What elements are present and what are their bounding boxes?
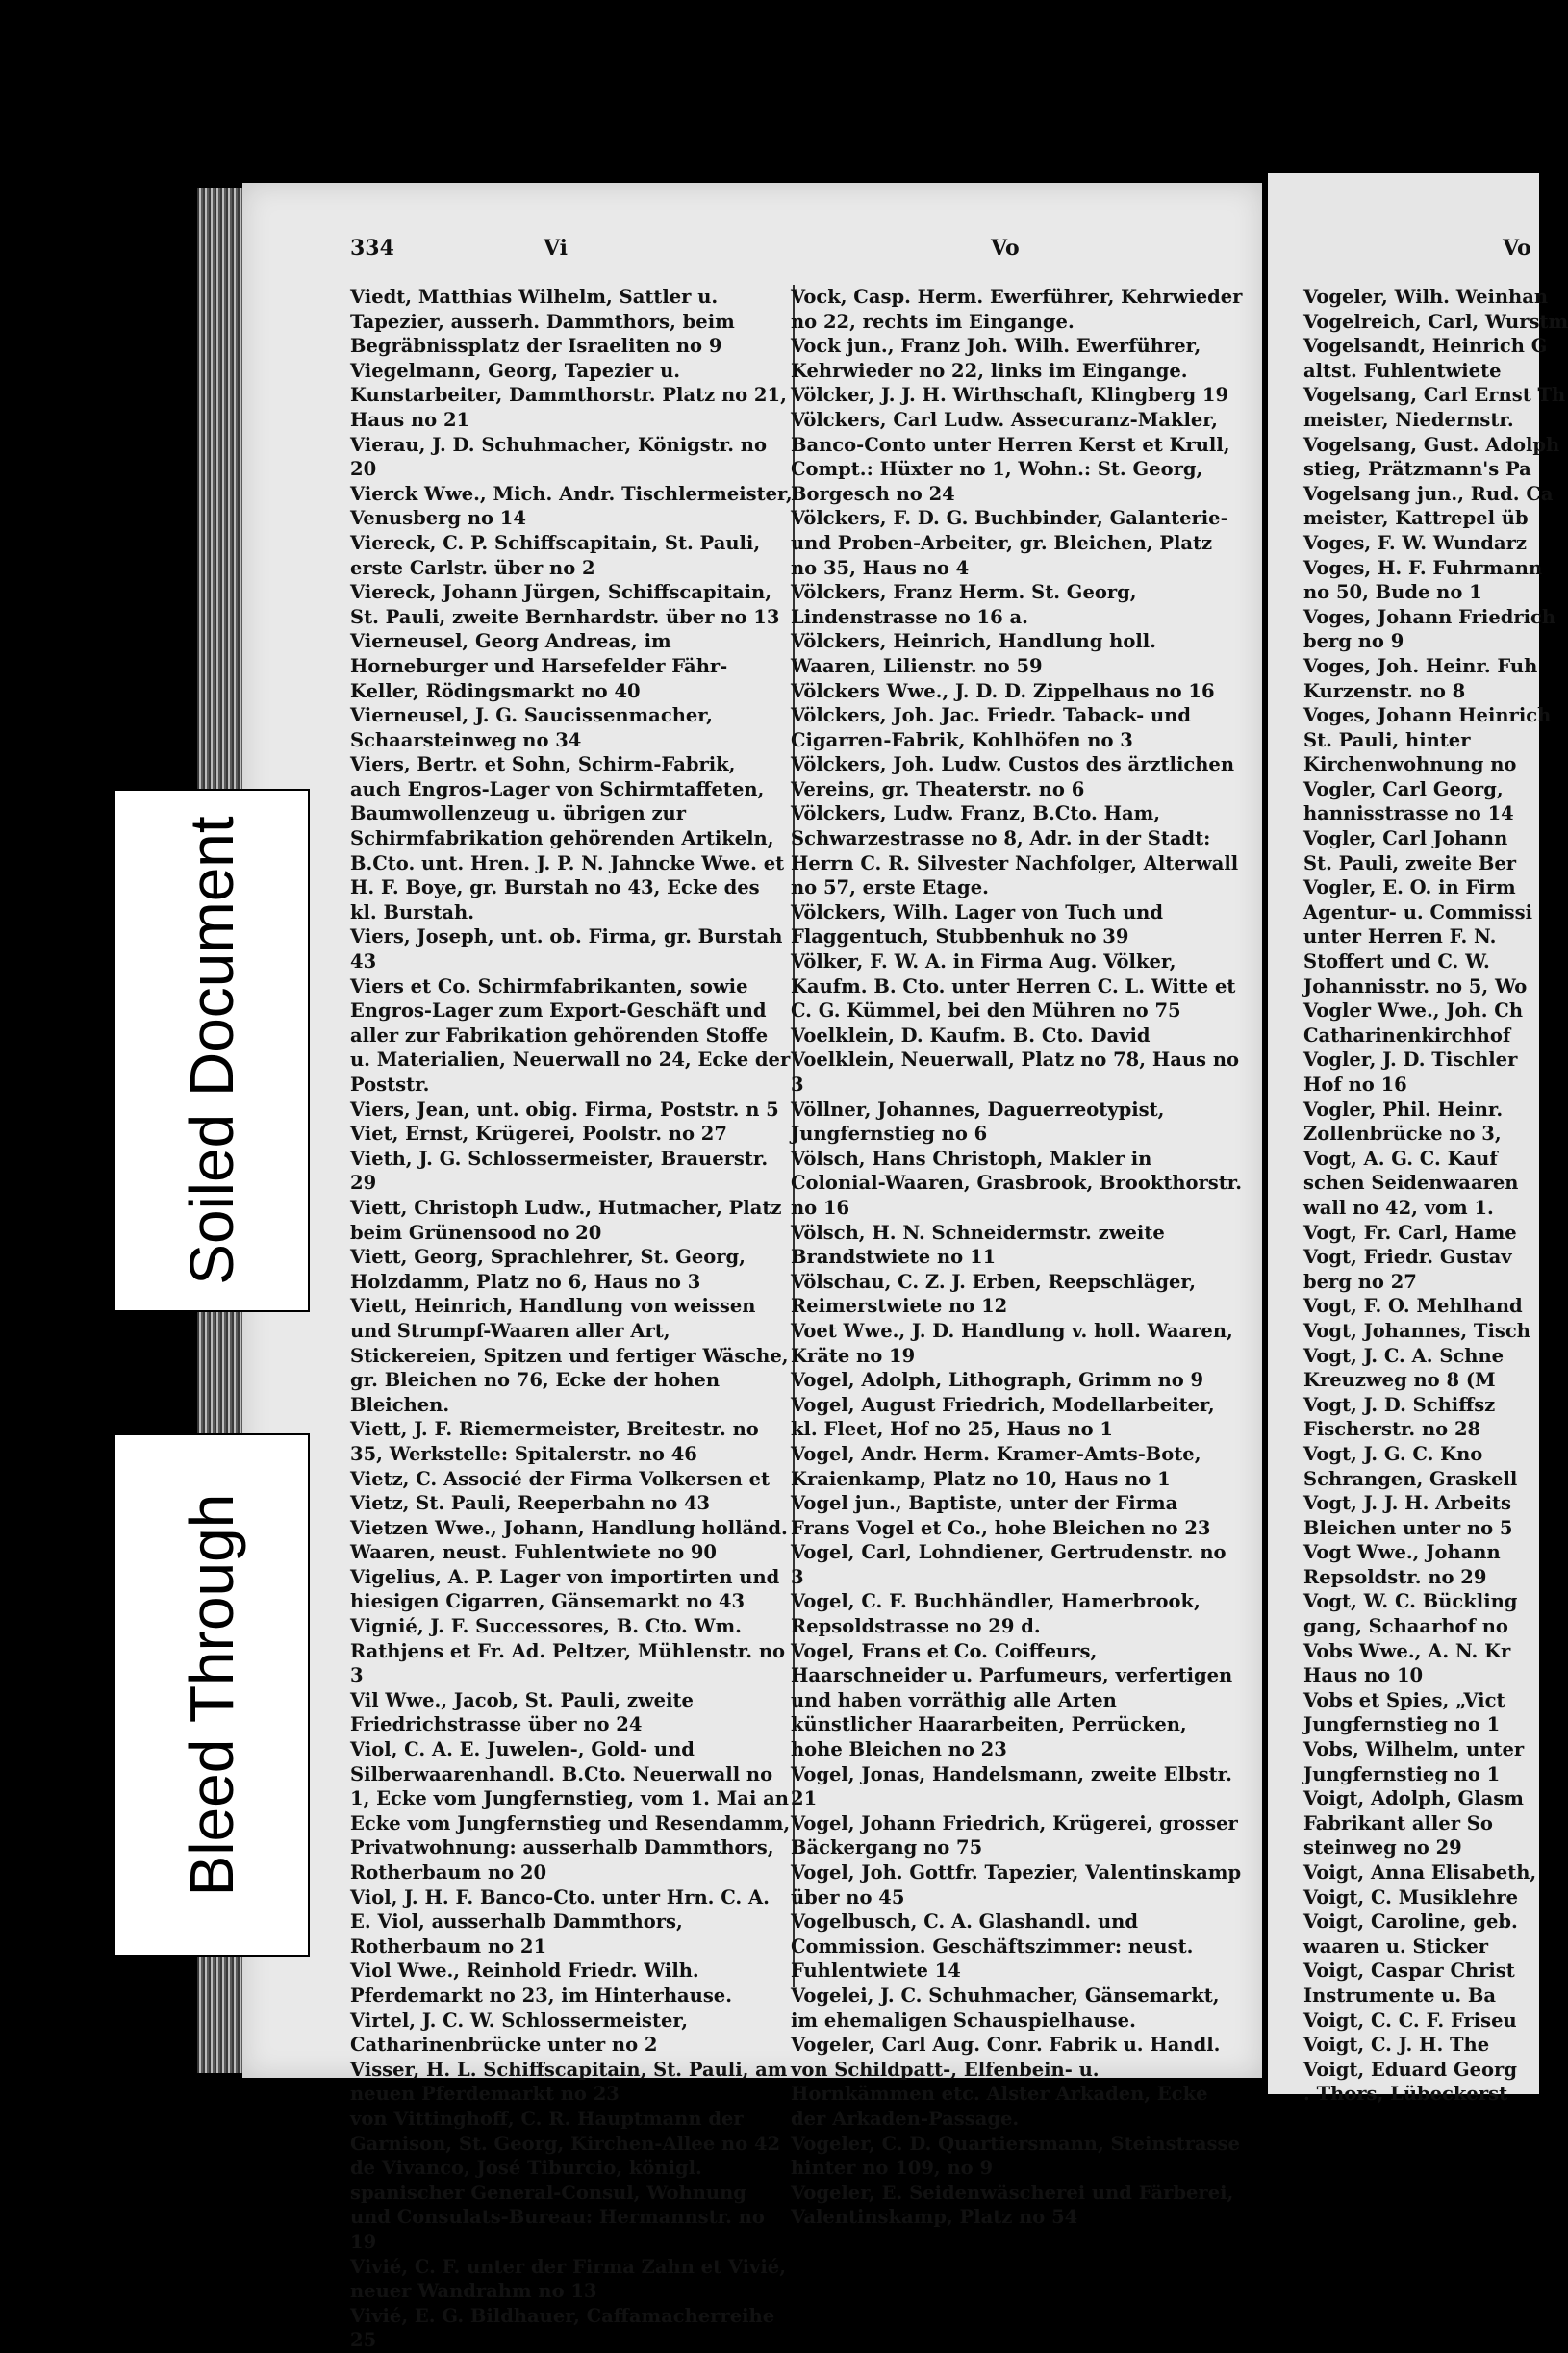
bleed-through-label [114, 1433, 310, 1957]
directory-entry: Visser, H. L. Schiffscapitain, St. Pauli, am neuen Pferdemarkt no 23 [350, 2058, 788, 2106]
directory-entry: Vogel, Johann Friedrich, Krügerei, grosser Bäckergang no 75 [791, 1811, 1238, 1860]
directory-entry: Voges, Johann Heinrich [1303, 704, 1552, 727]
directory-entry: Vock jun., Franz Joh. Wilh. Ewerführer, Kehrwieder no 22, links im Eingange. [791, 335, 1201, 382]
directory-entry: Vogelsang, Carl Ernst Th [1303, 384, 1566, 407]
directory-entry: Vogler, Carl Georg, [1303, 777, 1504, 800]
directory-column-2 [791, 285, 1243, 2230]
directory-entry: Vogel, Frans et Co. Coiffeurs, Haarschneider u. Parfumeurs, verfertigen und haben vorräthig alle Arten künstlicher Haararbeiten, Perrücken, hohe Bleichen no 23 [791, 1639, 1233, 1761]
directory-entry: Voigt, Adolph, Glasm [1303, 1787, 1524, 1810]
directory-entry: Vogelreich, Carl, Wurstm [1303, 310, 1568, 333]
directory-entry: Vogt, J. D. Schiffsz [1303, 1393, 1496, 1416]
directory-entry: waaren u. Sticker [1303, 1935, 1489, 1958]
directory-entry: Völckers, Joh. Ludw. Custos des ärztlichen Vereins, gr. Theaterstr. no 6 [791, 753, 1234, 800]
directory-entry: Zollenbrücke no 3, [1303, 1123, 1502, 1146]
directory-entry: Kirchenwohnung no [1303, 753, 1517, 776]
directory-entry: Catharinenkirchhof [1303, 1024, 1511, 1047]
directory-entry: gang, Schaarhof no [1303, 1615, 1508, 1638]
directory-entry: Schrangen, Graskell [1303, 1467, 1518, 1490]
directory-entry: Voigt, Caspar Christ [1303, 1960, 1515, 1983]
directory-entry: Vogel, Adolph, Lithograph, Grimm no 9 [791, 1369, 1204, 1392]
directory-entry: Vogel, Jonas, Handelsmann, zweite Elbstr. 21 [791, 1762, 1232, 1810]
directory-entry: Fabrikant aller So [1303, 1811, 1493, 1834]
directory-entry: altst. Fuhlentwiete [1303, 359, 1502, 382]
directory-entry: Vogelsang, Gust. Adolph [1303, 433, 1560, 456]
directory-entry: Vogeler, Wilh. Weinhan [1303, 286, 1549, 308]
directory-entry: berg no 27 [1303, 1270, 1417, 1293]
directory-entry: Voigt, C. C. F. Friseu [1303, 2009, 1517, 2032]
directory-entry: Vierau, J. D. Schuhmacher, Königstr. no 20 [350, 433, 767, 481]
directory-entry: Vogel, C. F. Buchhändler, Hamerbrook, Repsoldstrasse no 29 d. [791, 1590, 1201, 1638]
directory-entry: Viol, J. H. F. Banco-Cto. unter Hrn. C. A. E. Viol, ausserhalb Dammthors, Rotherbaum no 21 [350, 1885, 770, 1958]
directory-entry: Voges, F. W. Wundarz [1303, 531, 1527, 554]
directory-entry: Viett, Heinrich, Handlung von weissen und Strumpf-Waaren aller Art, Stickereien, Spitzen und fertiger Wäsche, gr. Bleichen no 76, Ecke der hohen Bleichen. [350, 1295, 789, 1416]
directory-entry: Stoffert und C. W. [1303, 950, 1490, 974]
directory-entry: Völker, F. W. A. in Firma Aug. Völker, Kaufm. B. Cto. unter Herren C. L. Witte et C. G. Kümmel, bei den Mühren no 75 [791, 950, 1236, 1023]
directory-entry: Haus no 10 [1303, 1664, 1424, 1687]
header-right: Vo [1503, 236, 1531, 261]
directory-entry: Vogler, Carl Johann [1303, 827, 1508, 850]
directory-entry: meister, Kattrepel üb [1303, 507, 1529, 530]
directory-entry: Virtel, J. C. W. Schlossermeister, Catharinenbrücke unter no 2 [350, 2009, 689, 2057]
directory-entry: Vivié, C. F. unter der Firma Zahn et Vivié, neuer Wandrahm no 13 [350, 2255, 786, 2303]
directory-entry: Bleichen unter no 5 [1303, 1516, 1513, 1539]
directory-entry: Völlner, Johannes, Daguerreotypist, Jungfernstieg no 6 [791, 1098, 1165, 1146]
directory-entry: Völckers, Joh. Jac. Friedr. Taback- und Cigarren-Fabrik, Kohlhöfen no 3 [791, 704, 1191, 751]
directory-entry: stieg, Prätzmann's Pa [1303, 458, 1531, 481]
directory-entry: Voigt, Anna Elisabeth, [1303, 1861, 1537, 1884]
directory-entry: Kreuzweg no 8 (M [1303, 1369, 1496, 1392]
directory-entry: Vobs Wwe., A. N. Kr [1303, 1639, 1511, 1662]
directory-entry: unter Herren F. N. [1303, 925, 1497, 949]
directory-entry: Vogel, August Friedrich, Modellarbeiter, kl. Fleet, Hof no 25, Haus no 1 [791, 1393, 1215, 1441]
directory-entry: Vogelsandt, Heinrich G [1303, 335, 1548, 358]
soiled-document-text: Soiled Document [177, 816, 246, 1285]
directory-entry: Hof no 16 [1303, 1074, 1407, 1096]
directory-entry: Vogel, Andr. Herm. Kramer-Amts-Bote, Kraienkamp, Platz no 10, Haus no 1 [791, 1442, 1201, 1490]
directory-entry: Viers, Bertr. et Sohn, Schirm-Fabrik, auch Engros-Lager von Schirmtaffeten, Baumwollenzeug u. übrigen zur Schirmfabrikation gehörenden Artikeln, B.Cto. unt. Hren. J. P. N. Jahncke Wwe. et H. F. Boye, gr. Burstah no 43, Ecke des kl. Burstah. [350, 753, 785, 923]
directory-entry: Fischerstr. no 28 [1303, 1418, 1481, 1441]
directory-entry: Vogt, J. J. H. Arbeits [1303, 1492, 1511, 1515]
directory-entry: Vierneusel, Georg Andreas, im Horneburger und Harsefelder Fähr-Keller, Rödingsmarkt no 40 [350, 630, 728, 702]
directory-entry: Voelklein, D. Kaufm. B. Cto. David Voelklein, Neuerwall, Platz no 78, Haus no 3 [791, 1024, 1240, 1096]
directory-entry: Vogt, J. C. A. Schne [1303, 1344, 1505, 1367]
directory-entry: Völckers, F. D. G. Buchbinder, Galanterie- und Proben-Arbeiter, gr. Bleichen, Platz no 35, Haus no 4 [791, 507, 1228, 579]
directory-entry: Vogler, J. D. Tischler [1303, 1049, 1518, 1072]
directory-entry: Voges, Joh. Heinr. Fuh [1303, 654, 1538, 677]
directory-entry: Völckers, Franz Herm. St. Georg, Lindenstrasse no 16 a. [791, 581, 1137, 628]
directory-entry: Viers et Co. Schirmfabrikanten, sowie Engros-Lager zum Export-Geschäft und aller zur Fabrikation gehörenden Stoffe u. Materialien, Neuerwall no 24, Ecke der Poststr. [350, 974, 791, 1096]
directory-entry: Agentur- u. Commissi [1303, 900, 1533, 923]
directory-entry: Viers, Joseph, unt. ob. Firma, gr. Burstah 43 [350, 925, 783, 974]
directory-entry: Vigelius, A. P. Lager von importirten und hiesigen Cigarren, Gänsemarkt no 43 [350, 1565, 780, 1613]
soiled-document-label [114, 789, 310, 1312]
directory-entry: Voigt, Eduard Georg [1303, 2058, 1517, 2081]
directory-entry: Vignié, J. F. Successores, B. Cto. Wm. Rathjens et Fr. Ad. Peltzer, Mühlenstr. no 3 [350, 1615, 786, 1687]
directory-entry: wall no 42, vom 1. [1303, 1196, 1494, 1219]
directory-entry: Viet, Ernst, Krügerei, Poolstr. no 27 [350, 1123, 727, 1146]
directory-entry: Vieth, J. G. Schlossermeister, Brauerstr. 29 [350, 1147, 769, 1195]
directory-entry: Vogel jun., Baptiste, unter der Firma Frans Vogel et Co., hohe Bleichen no 23 [791, 1492, 1211, 1539]
directory-entry: Viett, J. F. Riemermeister, Breitestr. no 35, Werkstelle: Spitalerstr. no 46 [350, 1418, 759, 1465]
directory-entry: Voges, Johann Friedrich [1303, 605, 1556, 628]
directory-entry: de Vivanco, José Tiburcio, königl. spanischer General-Consul, Wohnung und Consulats-Bureau: Hermannstr. no 19 [350, 2157, 765, 2253]
directory-entry: Vivié, E. G. Bildhauer, Caffamacherreihe 25 [350, 2304, 775, 2352]
directory-entry: Voigt, Caroline, geb. [1303, 1910, 1518, 1934]
bleed-through-text: Bleed Through [177, 1493, 246, 1897]
directory-entry: Viereck, Johann Jürgen, Schiffscapitain, St. Pauli, zweite Bernhardstr. über no 13 [350, 581, 780, 628]
directory-entry: Vogt, F. O. Mehlhand [1303, 1295, 1523, 1318]
directory-entry: Vierck Wwe., Mich. Andr. Tischlermeister, Venusberg no 14 [350, 482, 793, 530]
directory-entry: Vogler Wwe., Joh. Ch [1303, 999, 1524, 1023]
directory-entry: Vogt, A. G. C. Kauf [1303, 1147, 1498, 1170]
directory-entry: Vogelei, J. C. Schuhmacher, Gänsemarkt, im ehemaligen Schauspielhause. [791, 1984, 1220, 2032]
header-left: Vi [544, 236, 569, 261]
directory-entry: St. Pauli, zweite Ber [1303, 851, 1517, 874]
directory-entry: Viegelmann, Georg, Tapezier u. Kunstarbeiter, Dammthorstr. Platz no 21, Haus no 21 [350, 359, 787, 431]
directory-entry: Vogeler, E. Seidenwäscherei und Färberei, Valentinskamp, Platz no 54 [791, 2181, 1234, 2229]
directory-entry: Vogt, W. C. Bückling [1303, 1590, 1518, 1613]
header-center: Vo [991, 236, 1020, 261]
directory-column-3 [1303, 285, 1568, 2107]
directory-entry: Viedt, Matthias Wilhelm, Sattler u. Tapezier, ausserh. Dammthors, beim Begräbnissplatz der Israeliten no 9 [350, 286, 735, 358]
directory-entry: Voigt, C. Musiklehre [1303, 1885, 1519, 1909]
directory-entry: Vogeler, C. D. Quartiersmann, Steinstrasse hinter no 109, no 9 [791, 2132, 1240, 2180]
directory-entry: Johannisstr. no 5, Wo [1303, 974, 1528, 998]
directory-entry: Vogt, J. G. C. Kno [1303, 1442, 1483, 1465]
directory-entry: Völckers, Ludw. Franz, B.Cto. Ham, Schwarzestrasse no 8, Adr. in der Stadt: Herrn C. R. Silvester Nachfolger, Alterwall no 57, erste Etage. [791, 802, 1239, 899]
directory-entry: Völckers, Wilh. Lager von Tuch und Flaggentuch, Stubbenhuk no 39 [791, 900, 1163, 949]
directory-entry: Völsch, H. N. Schneidermstr. zweite Brandstwiete no 11 [791, 1221, 1165, 1269]
directory-entry: Vock, Casp. Herm. Ewerführer, Kehrwieder no 22, rechts im Eingange. [791, 286, 1243, 333]
directory-entry: Völcker, J. J. H. Wirthschaft, Klingberg 19 [791, 384, 1229, 407]
directory-entry: Vil Wwe., Jacob, St. Pauli, zweite Friedrichstrasse über no 24 [350, 1688, 694, 1736]
directory-entry: Viereck, C. P. Schiffscapitain, St. Pauli, erste Carlstr. über no 2 [350, 531, 761, 579]
directory-entry: St. Pauli, hinter [1303, 728, 1471, 751]
directory-entry: Vietz, C. Associé der Firma Volkersen et Vietz, St. Pauli, Reeperbahn no 43 [350, 1467, 770, 1515]
directory-entry: Vogel, Joh. Gottfr. Tapezier, Valentinskamp über no 45 [791, 1861, 1242, 1909]
directory-entry: Vobs, Wilhelm, unter [1303, 1738, 1525, 1761]
directory-entry: Viol, C. A. E. Juwelen-, Gold- und Silberwaarenhandl. B.Cto. Neuerwall no 1, Ecke vom Jungfernstieg, vom 1. Mai an Ecke vom Jungfernstieg und Resendamm, Privatwohnung: ausserhalb Dammthors, Rotherbaum no 20 [350, 1738, 791, 1884]
directory-entry: Vierneusel, J. G. Saucissenmacher, Schaarsteinweg no 34 [350, 704, 713, 751]
directory-entry: Vogler, E. O. in Firm [1303, 876, 1516, 899]
directory-entry: Vobs et Spies, „Vict [1303, 1688, 1505, 1711]
directory-entry: schen Seidenwaaren [1303, 1172, 1519, 1195]
directory-entry: Völckers, Heinrich, Handlung holl. Waaren, Lilienstr. no 59 [791, 630, 1156, 677]
directory-entry: Viett, Georg, Sprachlehrer, St. Georg, Holzdamm, Platz no 6, Haus no 3 [350, 1246, 746, 1293]
directory-entry: Völsch, Hans Christoph, Makler in Colonial-Waaren, Grasbrook, Brookthorstr. no 16 [791, 1147, 1243, 1219]
directory-entry: Vogeler, Carl Aug. Conr. Fabrik u. Handl. von Schildpatt-, Elfenbein- u. Hornkämmen etc. Alster Arkaden, Ecke der Arkaden-Passage. [791, 2034, 1221, 2130]
directory-entry: Voges, H. F. Fuhrmann [1303, 556, 1543, 579]
directory-entry: steinweg no 29 [1303, 1836, 1462, 1860]
directory-entry: Kurzenstr. no 8 [1303, 679, 1466, 702]
directory-entry: Vogt, Johannes, Tisch [1303, 1319, 1530, 1342]
directory-entry: Vietzen Wwe., Johann, Handlung holländ. Waaren, neust. Fuhlentwiete no 90 [350, 1516, 788, 1564]
directory-entry: Völschau, C. Z. J. Erben, Reepschläger, Reimerstwiete no 12 [791, 1270, 1197, 1318]
directory-entry: . Thors, Lübeckerst [1303, 2083, 1508, 2106]
directory-entry: Völckers, Carl Ludw. Assecuranz-Makler, Banco-Conto unter Herren Kerst et Krull, Compt.: Hüxter no 1, Wohn.: St. Georg, Borgesch no 24 [791, 408, 1230, 505]
directory-entry: Viett, Christoph Ludw., Hutmacher, Platz beim Grünensood no 20 [350, 1196, 782, 1244]
page-number: 334 [350, 236, 394, 261]
directory-entry: Jungfernstieg no 1 [1303, 1713, 1501, 1736]
directory-entry: Instrumente u. Ba [1303, 1984, 1497, 2007]
directory-entry: berg no 9 [1303, 630, 1404, 653]
directory-entry: Vogt, Friedr. Gustav [1303, 1246, 1512, 1269]
directory-entry: Vogt Wwe., Johann [1303, 1541, 1501, 1564]
directory-entry: Vogler, Phil. Heinr. [1303, 1098, 1504, 1121]
directory-column-1 [350, 285, 793, 2353]
directory-entry: Vogelsang jun., Rud. Ca [1303, 482, 1554, 505]
directory-entry: hannisstrasse no 14 [1303, 802, 1514, 825]
directory-entry: meister, Niedernstr. [1303, 408, 1514, 431]
directory-entry: Vogelbusch, C. A. Glashandl. und Commission. Geschäftszimmer: neust. Fuhlentwiete 14 [791, 1910, 1194, 1983]
directory-entry: von Vittinghoff, C. R. Hauptmann der Garnison, St. Georg, Kirchen-Allee no 42 [350, 2107, 781, 2155]
directory-entry: Völckers Wwe., J. D. D. Zippelhaus no 16 [791, 679, 1215, 702]
directory-entry: Viol Wwe., Reinhold Friedr. Wilh. Pferdemarkt no 23, im Hinterhause. [350, 1960, 732, 2007]
directory-entry: Viers, Jean, unt. obig. Firma, Poststr. n 5 [350, 1098, 779, 1121]
directory-entry: Vogel, Carl, Lohndiener, Gertrudenstr. no 3 [791, 1541, 1227, 1588]
directory-entry: Voigt, C. J. H. The [1303, 2034, 1490, 2057]
directory-entry: no 50, Bude no 1 [1303, 581, 1482, 604]
directory-entry: Voet Wwe., J. D. Handlung v. holl. Waaren, Kräte no 19 [791, 1319, 1233, 1367]
directory-entry: Jungfernstieg no 1 [1303, 1762, 1501, 1785]
directory-entry: Repsoldstr. no 29 [1303, 1565, 1487, 1588]
directory-entry: Vogt, Fr. Carl, Hame [1303, 1221, 1517, 1244]
